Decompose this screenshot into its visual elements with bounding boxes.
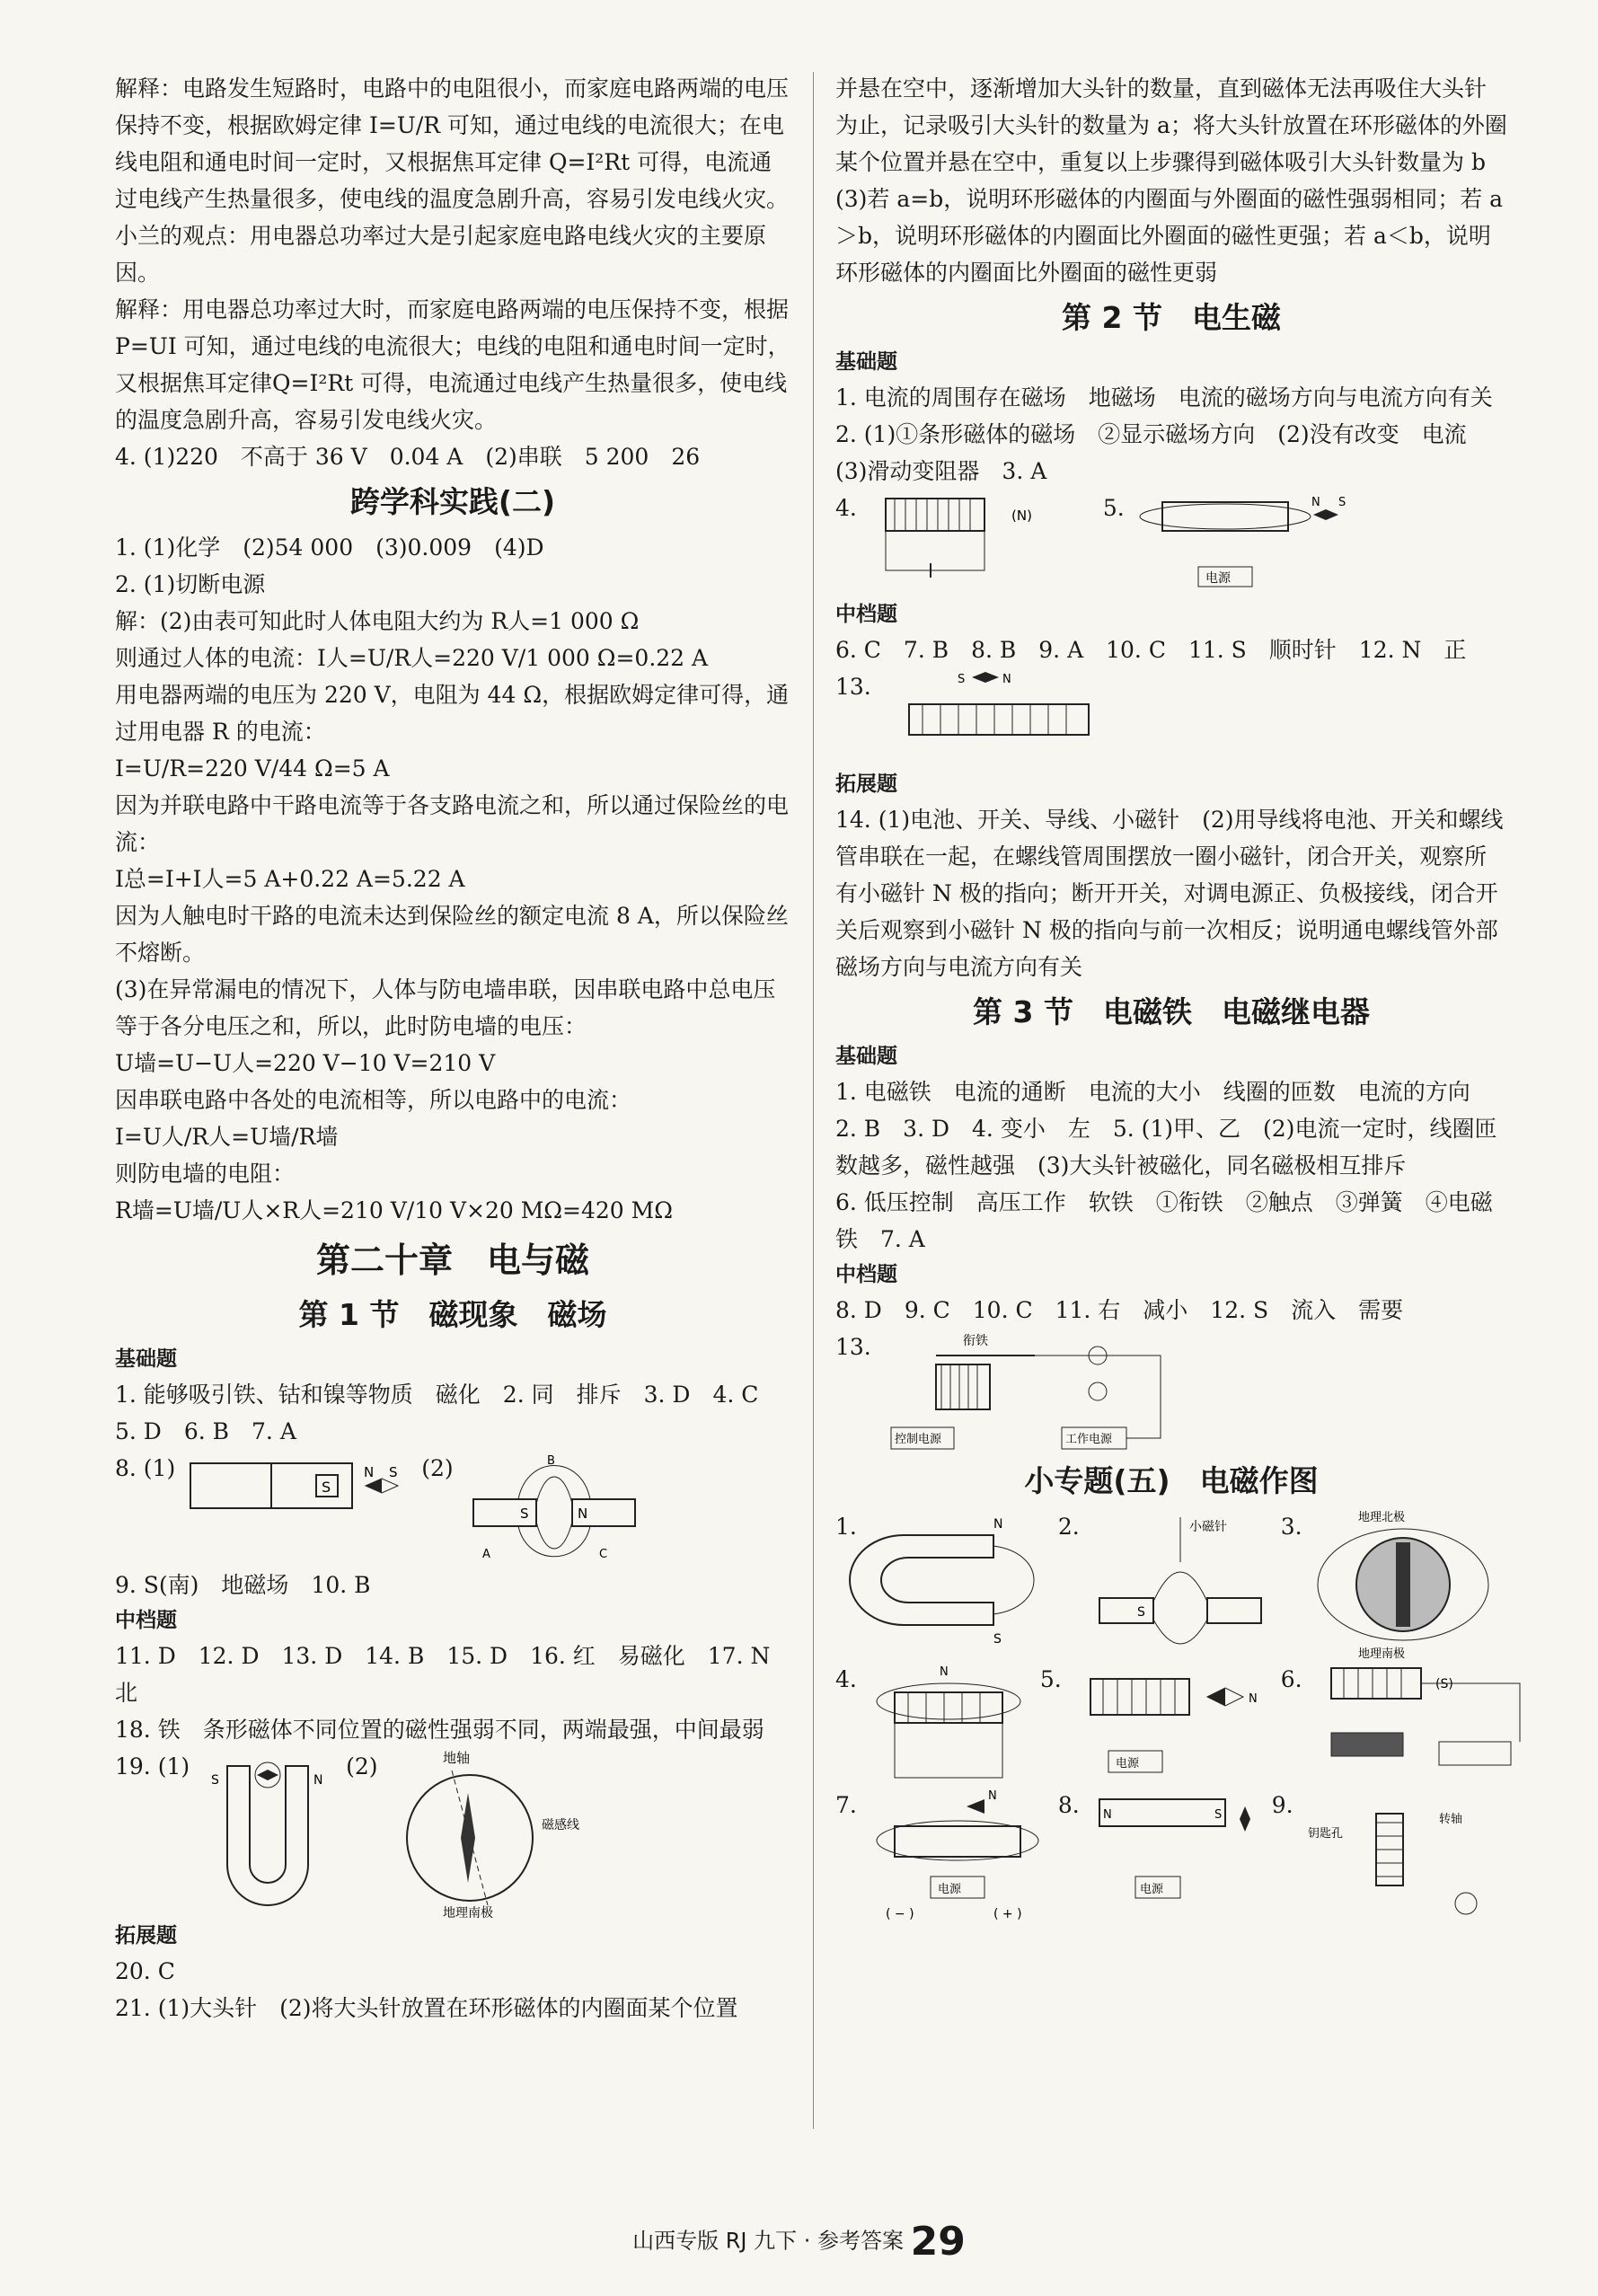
power-label: 电源 xyxy=(1139,1883,1163,1896)
fig-num: 8. xyxy=(1057,1792,1080,1818)
answer-line: (3)在异常漏电的情况下，人体与防电墙串联，因串联电路中总电压等于各分电压之和，所以，此时防电墙的电压： xyxy=(115,976,776,1039)
c-label: C xyxy=(598,1548,607,1561)
figure-row xyxy=(835,1661,1507,1787)
answer-label: 19. (1) xyxy=(115,1753,190,1779)
s-label: S xyxy=(993,1632,1002,1647)
power-label: 电源 xyxy=(1115,1757,1139,1771)
answer-label: 13. xyxy=(835,1334,871,1360)
chapter-title: 第二十章 电与磁 xyxy=(315,1241,589,1280)
answer-line: 6. 低压控制 高压工作 软铁 ①衔铁 ②触点 ③弹簧 ④电磁铁 7. A xyxy=(835,1189,1493,1252)
solenoid-5-figure xyxy=(1073,1661,1270,1787)
answer-label: (2) xyxy=(421,1455,454,1481)
answer-line: 1. (1)化学 (2)54 000 (3)0.009 (4)D xyxy=(115,534,544,561)
s-label: S xyxy=(957,673,966,686)
formula-line: 则通过人体的电流：I人=U/R人=220 V/1 000 Ω=0.22 A xyxy=(115,645,709,671)
fig-num: 6. xyxy=(1280,1666,1302,1692)
fig-num: 7. xyxy=(835,1792,857,1818)
a-label: A xyxy=(481,1548,490,1561)
figure-row xyxy=(115,1450,790,1567)
level-tag: 基础题 xyxy=(835,1045,897,1068)
solenoid-power-figure xyxy=(1135,490,1360,597)
answer-line: 5. D 6. B 7. A xyxy=(115,1418,296,1444)
n-label: N xyxy=(577,1506,587,1522)
n-label: N xyxy=(364,1464,375,1480)
s-label: S xyxy=(519,1506,529,1522)
n-label: N xyxy=(1002,673,1011,686)
s-label: S xyxy=(389,1464,398,1480)
text-para: 解释：用电器总功率过大时，而家庭电路两端的电压保持不变，根据 P=UI 可知，通过电线的电流很大；电线的电阻和通电时间一定时，又根据焦耳定律Q=I²Rt 可得，电流通过电线产生热量很多，使电线的温度急剧升高，容易引发电线火灾。 xyxy=(115,296,790,433)
pos-label: ( + ) xyxy=(993,1907,1022,1921)
section-title: 第 3 节 电磁铁 电磁继电器 xyxy=(973,994,1370,1029)
b-label: B xyxy=(546,1454,555,1468)
fig-num: 1. xyxy=(835,1514,857,1540)
neg-label: ( − ) xyxy=(885,1907,914,1921)
answer-line: 4. (1)220 不高于 36 V 0.04 A (2)串联 5 200 26 xyxy=(115,444,701,470)
solenoid-p-figure xyxy=(868,1661,1029,1787)
page-number: 29 xyxy=(910,2219,966,2265)
bar-magnet-figure xyxy=(186,1450,411,1522)
n-label: N xyxy=(1102,1808,1112,1822)
answer-line: 因为人触电时干路的电流未达到保险丝的额定电流 8 A，所以保险丝不熔断。 xyxy=(115,903,789,966)
topic-title: 小专题(五) 电磁作图 xyxy=(1024,1463,1319,1498)
text-para: 小兰的观点：用电器总功率过大是引起家庭电路电线火灾的主要原因。 xyxy=(115,223,767,286)
level-tag: 中档题 xyxy=(115,1609,177,1632)
figure-row xyxy=(835,1508,1507,1661)
lock-relay-figure xyxy=(1304,1787,1493,1921)
answer-line: 2. (1)切断电源 xyxy=(115,571,266,597)
solenoid-7-figure xyxy=(868,1787,1047,1921)
answer-line: 6. C 7. B 8. B 9. A 10. C 11. S 顺时针 12. N 正 xyxy=(835,637,1467,663)
answer-line: 21. (1)大头针 (2)将大头针放置在环形磁体的内圈面某个位置 xyxy=(115,1995,738,2021)
answer-label: (2) xyxy=(346,1753,378,1779)
earth-field-figure xyxy=(389,1748,579,1921)
fig-num: 5. xyxy=(1039,1666,1062,1692)
s-label: S xyxy=(322,1479,331,1496)
solenoid-circuit-figure xyxy=(868,490,1092,579)
fig-num: 4. xyxy=(835,1666,857,1692)
text-para: 解释：电路发生短路时，电路中的电阻很小，而家庭电路两端的电压保持不变，根据欧姆定律 I=U/R 可知，通过电线的电流很大；在电线电阻和通电时间一定时，又根据焦耳定律 Q=I²Rt 可得，电流通过电线产生热量很多，使电线的温度急剧升高，容易引发电线火灾。 xyxy=(115,75,790,212)
answer-line: 14. (1)电池、开关、导线、小磁针 (2)用导线将电池、开关和螺线管串联在一起，在螺线管周围摆放一圈小磁针，闭合开关，观察所有小磁针 N 极的指向；断开开关，对调电源正、负极接线，闭合开关后观察到小磁针 N 极的指向与前一次相反；说明通电螺线管外部磁场方向与电流方向有关 xyxy=(835,807,1504,980)
level-tag: 拓展题 xyxy=(835,773,897,796)
fig-num: 2. xyxy=(1057,1514,1080,1540)
s-label: (S) xyxy=(1435,1677,1453,1691)
answer-line: 因串联电路中各处的电流相等，所以电路中的电流： xyxy=(115,1087,632,1113)
solenoid-6-figure xyxy=(1313,1661,1529,1787)
figure-row xyxy=(835,668,1507,767)
s-label: S xyxy=(211,1773,220,1788)
figure-row xyxy=(835,490,1507,597)
answer-label: 5. xyxy=(1102,495,1125,521)
ctrl-power-label: 控制电源 xyxy=(894,1433,941,1446)
answer-line: 1. 电磁铁 电流的通断 电流的大小 线圈的匝数 电流的方向 2. B 3. D 4. 变小 左 5. (1)甲、乙 (2)电流一定时，线圈匝数越多，磁性越强 (3)大头针被磁化，同名磁极相互排斥 xyxy=(835,1079,1497,1179)
answer-line: 9. S(南) 地磁场 10. B xyxy=(115,1572,371,1598)
answer-line: 11. D 12. D 13. D 14. B 15. D 16. 红 易磁化 17. N 北 xyxy=(115,1643,793,1706)
column-divider xyxy=(813,72,814,2129)
level-tag: 中档题 xyxy=(835,603,897,626)
n-label: N xyxy=(987,1789,997,1803)
south-pole-label: 地理南极 xyxy=(1357,1647,1405,1661)
answer-label: 13. xyxy=(835,674,871,700)
section-title: 第 2 节 电生磁 xyxy=(1062,300,1281,335)
n-label: N xyxy=(939,1665,949,1679)
u-magnet-field-figure xyxy=(868,1508,1047,1661)
keyhole-label: 钥匙孔 xyxy=(1307,1827,1343,1841)
s-label: S xyxy=(1214,1808,1222,1822)
u-magnet-figure xyxy=(200,1748,335,1919)
answer-line: 1. 能够吸引铁、钴和镍等物质 磁化 2. 同 排斥 3. D 4. C xyxy=(115,1382,759,1408)
left-column xyxy=(115,70,793,2027)
formula-line: I=U人/R人=U墙/R墙 xyxy=(115,1124,339,1150)
fig-num: 9. xyxy=(1271,1792,1293,1818)
field-lines-figure xyxy=(464,1450,644,1567)
level-tag: 基础题 xyxy=(835,350,897,374)
answer-line: 20. C xyxy=(115,1958,175,1984)
section-title: 跨学科实践(二) xyxy=(349,484,556,519)
fig-num: 3. xyxy=(1280,1514,1302,1540)
field-label: 磁感线 xyxy=(541,1818,579,1832)
south-pole-label: 地理南极 xyxy=(442,1906,493,1921)
n-label: N xyxy=(313,1773,323,1788)
n-label: (N) xyxy=(1011,508,1032,524)
figure-row xyxy=(115,1748,790,1919)
n-label: N xyxy=(1248,1692,1258,1706)
work-power-label: 工作电源 xyxy=(1064,1433,1112,1446)
text-para: 并悬在空中，逐渐增加大头针的数量，直到磁体无法再吸住大头针为止，记录吸引大头针的数量为 a；将大头针放置在环形磁体的外圈某个位置并悬在空中，重复以上步骤得到磁体吸引大头针数量为 b (3)若 a=b，说明环形磁体的内圈面与外圈面的磁性强弱相同；若 a＞b，说明环形磁体的内圈面比外圈面的磁性更强；若 a＜b，说明环形磁体的内圈面比外圈面的磁性更弱 xyxy=(835,75,1508,286)
earth-magnet-figure xyxy=(1313,1508,1493,1661)
answer-line: 则防电墙的电阻： xyxy=(115,1161,296,1187)
power-label: 电源 xyxy=(1205,571,1231,586)
figure-row xyxy=(835,1787,1507,1921)
answer-label: 8. (1) xyxy=(115,1455,176,1481)
s-label: S xyxy=(1136,1605,1145,1620)
level-tag: 拓展题 xyxy=(115,1924,177,1947)
solenoid-8-figure xyxy=(1090,1787,1261,1921)
formula-line: I=U/R=220 V/44 Ω=5 A xyxy=(115,755,390,782)
pivot-label: 转轴 xyxy=(1438,1813,1462,1826)
answer-line: 8. D 9. C 10. C 11. 右 减小 12. S 流入 需要 xyxy=(835,1297,1404,1323)
solenoid-13-figure xyxy=(882,668,1107,767)
power-label: 电源 xyxy=(937,1883,961,1896)
section-title: 第 1 节 磁现象 磁场 xyxy=(298,1297,607,1332)
right-column xyxy=(835,70,1515,1921)
formula-line: I总=I+I人=5 A+0.22 A=5.22 A xyxy=(115,866,465,892)
footer-text: 山西专版 RJ 九下 · 参考答案 xyxy=(632,2228,905,2254)
north-pole-label: 地理北极 xyxy=(1357,1511,1405,1524)
compass-label: 小磁针 xyxy=(1188,1520,1227,1534)
s-label: S xyxy=(1338,496,1346,509)
formula-line: U墙=U−U人=220 V−10 V=210 V xyxy=(115,1050,496,1076)
two-magnets-figure xyxy=(1090,1508,1270,1661)
answer-line: 1. 电流的周围存在磁场 地磁场 电流的磁场方向与电流方向有关 2. (1)①条形磁体的磁场 ②显示磁场方向 (2)没有改变 电流 (3)滑动变阻器 3. A xyxy=(835,384,1515,484)
answer-line: 18. 铁 条形磁体不同位置的磁性强弱不同，两端最强，中间最弱 xyxy=(115,1717,764,1743)
answer-label: 4. xyxy=(835,495,857,521)
n-label: N xyxy=(1311,496,1320,509)
level-tag: 基础题 xyxy=(115,1347,177,1371)
armature-label: 衔铁 xyxy=(962,1334,988,1348)
n-label: N xyxy=(993,1517,1003,1532)
page-footer xyxy=(0,2219,1598,2265)
relay-figure xyxy=(882,1329,1170,1454)
axis-label: 地轴 xyxy=(442,1750,470,1766)
answer-line: 解：(2)由表可知此时人体电阻大约为 R人=1 000 Ω xyxy=(115,608,640,634)
figure-row xyxy=(835,1329,1507,1454)
answer-line: 因为并联电路中干路电流等于各支路电流之和，所以通过保险丝的电流： xyxy=(115,792,790,855)
level-tag: 中档题 xyxy=(835,1263,897,1286)
answer-line: 用电器两端的电压为 220 V，电阻为 44 Ω，根据欧姆定律可得，通过用电器 R 的电流： xyxy=(115,682,790,745)
formula-line: R墙=U墙/U人×R人=210 V/10 V×20 MΩ=420 MΩ xyxy=(115,1197,673,1223)
